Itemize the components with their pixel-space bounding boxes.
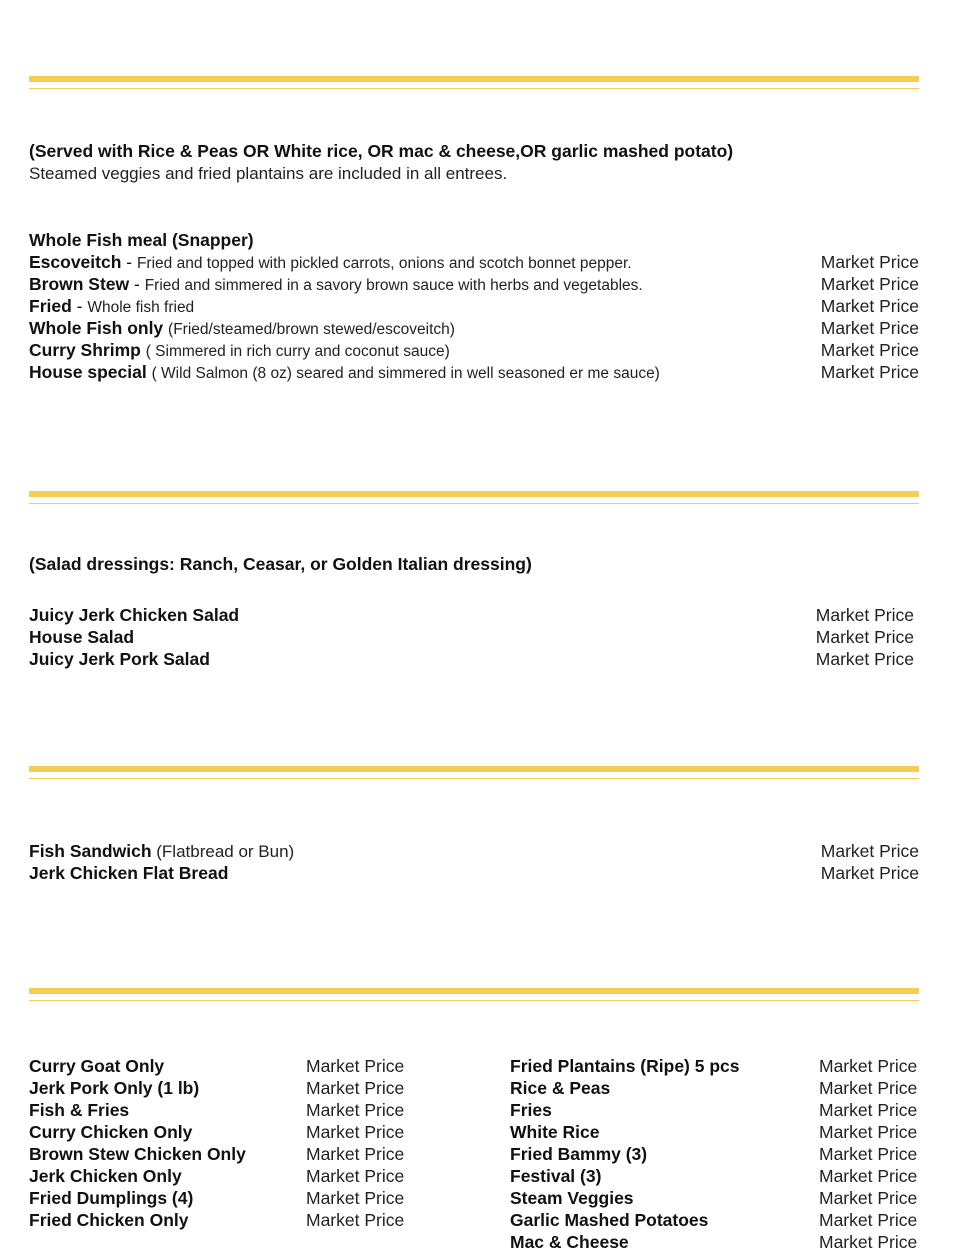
item-name: Fish & Fries — [29, 1100, 130, 1120]
item-price: Market Price — [306, 1144, 405, 1164]
item-price: Market Price — [820, 863, 919, 883]
item-name: House special — [29, 362, 147, 382]
item-price: Market Price — [306, 1188, 405, 1208]
item-price: Market Price — [820, 841, 919, 861]
item-description: Fried and topped with pickled carrots, onions and scotch bonnet pepper. — [136, 255, 632, 272]
menu-item — [29, 626, 914, 648]
item-price: Market Price — [815, 627, 914, 647]
item-description: ( Wild Salmon (8 oz) seared and simmered in well seasoned er me sauce) — [151, 365, 660, 382]
item-price: Market Price — [820, 362, 919, 382]
item-name: Fried Chicken Only — [29, 1210, 189, 1230]
section-divider-thick — [29, 988, 919, 994]
item-price: Market Price — [306, 1122, 405, 1142]
item-name: Fish Sandwich — [29, 841, 152, 861]
menu-item — [29, 317, 919, 339]
side-item-name — [510, 1099, 552, 1121]
side-item-name — [510, 1209, 708, 1231]
item-name: Garlic Mashed Potatoes — [510, 1210, 709, 1230]
menu-item — [29, 339, 919, 361]
item-name: Fries — [510, 1100, 552, 1120]
item-price: Market Price — [820, 274, 919, 294]
section-divider-thin — [29, 88, 919, 89]
side-item-name — [29, 1143, 246, 1165]
item-name: Curry Shrimp — [29, 340, 141, 360]
menu-item — [29, 648, 914, 670]
item-price: Market Price — [819, 1122, 918, 1142]
item-name: Fried Plantains (Ripe) 5 pcs — [510, 1056, 740, 1076]
item-price: Market Price — [819, 1144, 918, 1164]
item-name: Festival (3) — [510, 1166, 602, 1186]
item-name: House Salad — [29, 627, 135, 647]
side-item-name — [510, 1077, 610, 1099]
item-price: Market Price — [820, 340, 919, 360]
item-price: Market Price — [819, 1232, 918, 1252]
menu-item: Brown Stew - Fried and simmered in a savory brown sauce with herbs and vegetables. Market Price — [29, 274, 919, 294]
item-price: Market Price — [820, 296, 919, 316]
side-item-name — [29, 1187, 193, 1209]
entrees-included-note: Steamed veggies and fried plantains are included in all entrees. — [29, 164, 508, 183]
item-price: Market Price — [819, 1188, 918, 1208]
section-divider-thin — [29, 778, 919, 779]
subheading-text: Whole Fish meal (Snapper) — [29, 230, 254, 250]
item-price: Market Price — [815, 605, 914, 625]
item-price: Market Price — [819, 1056, 918, 1076]
item-price: Market Price — [819, 1078, 918, 1098]
menu-item — [29, 840, 919, 862]
item-name: Rice & Peas — [510, 1078, 611, 1098]
whole-fish-subheading — [29, 229, 919, 251]
item-price: Market Price — [306, 1056, 405, 1076]
side-item-name — [29, 1099, 129, 1121]
item-description: (Flatbread or Bun) — [151, 842, 295, 861]
salad-dressings-note: (Salad dressings: Ranch, Ceasar, or Golden Italian dressing) — [29, 554, 532, 574]
item-name: Curry Goat Only — [29, 1056, 165, 1076]
side-item-name — [510, 1121, 599, 1143]
item-name: Brown Stew Chicken Only — [29, 1144, 246, 1164]
item-price: Market Price — [820, 252, 919, 272]
item-price: Market Price — [819, 1166, 918, 1186]
item-price: Market Price — [815, 649, 914, 669]
section-divider-thin — [29, 1000, 919, 1001]
item-name: Whole Fish only — [29, 318, 164, 338]
item-name: Fried Bammy (3) — [510, 1144, 648, 1164]
side-item-name — [510, 1231, 629, 1253]
item-name: Curry Chicken Only — [29, 1122, 193, 1142]
item-name: Escoveitch — [29, 252, 122, 272]
side-item-name — [29, 1209, 188, 1231]
item-name: Mac & Cheese — [510, 1232, 629, 1252]
item-price: Market Price — [820, 318, 919, 338]
item-name: Juicy Jerk Chicken Salad — [29, 605, 240, 625]
item-price: Market Price — [306, 1078, 405, 1098]
section-divider-thick — [29, 76, 919, 82]
item-name: Fried Dumplings (4) — [29, 1188, 194, 1208]
entrees-sides-note: (Served with Rice & Peas OR White rice, OR mac & cheese,OR garlic mashed potato) — [29, 141, 734, 161]
item-description: Fried and simmered in a savory brown sauce with herbs and vegetables. — [144, 277, 643, 294]
item-description: (Fried/steamed/brown stewed/escoveitch) — [168, 321, 455, 338]
menu-item: Escoveitch - Fried and topped with pickled carrots, onions and scotch bonnet pepper. Market Price — [29, 252, 919, 272]
item-name: White Rice — [510, 1122, 600, 1142]
item-price: Market Price — [306, 1210, 405, 1230]
side-item-name — [29, 1077, 199, 1099]
side-item-name — [29, 1055, 164, 1077]
side-item-name — [29, 1121, 192, 1143]
item-price: Market Price — [306, 1166, 405, 1186]
item-name: Fried — [29, 296, 72, 316]
side-item-name — [510, 1187, 634, 1209]
side-item-name — [510, 1055, 740, 1077]
menu-item — [29, 361, 919, 383]
side-item-name — [510, 1143, 647, 1165]
section-divider-thick — [29, 491, 919, 497]
item-price: Market Price — [819, 1210, 918, 1230]
menu-item — [29, 862, 919, 884]
item-price: Market Price — [306, 1100, 405, 1120]
item-name: Jerk Chicken Flat Bread — [29, 863, 229, 883]
item-name: Brown Stew — [29, 274, 130, 294]
item-name: Steam Veggies — [510, 1188, 634, 1208]
item-name: Jerk Pork Only (1 lb) — [29, 1078, 200, 1098]
item-description: Whole fish fried — [87, 299, 195, 316]
section-divider-thick — [29, 766, 919, 772]
section-divider-thin — [29, 503, 919, 504]
side-item-name — [510, 1165, 601, 1187]
item-name: Jerk Chicken Only — [29, 1166, 182, 1186]
menu-item — [29, 604, 914, 626]
item-name: Juicy Jerk Pork Salad — [29, 649, 210, 669]
menu-item: Fried - Whole fish fried Market Price — [29, 296, 919, 316]
item-description: ( Simmered in rich curry and coconut sauce) — [145, 343, 450, 360]
side-item-name — [29, 1165, 182, 1187]
item-price: Market Price — [819, 1100, 918, 1120]
